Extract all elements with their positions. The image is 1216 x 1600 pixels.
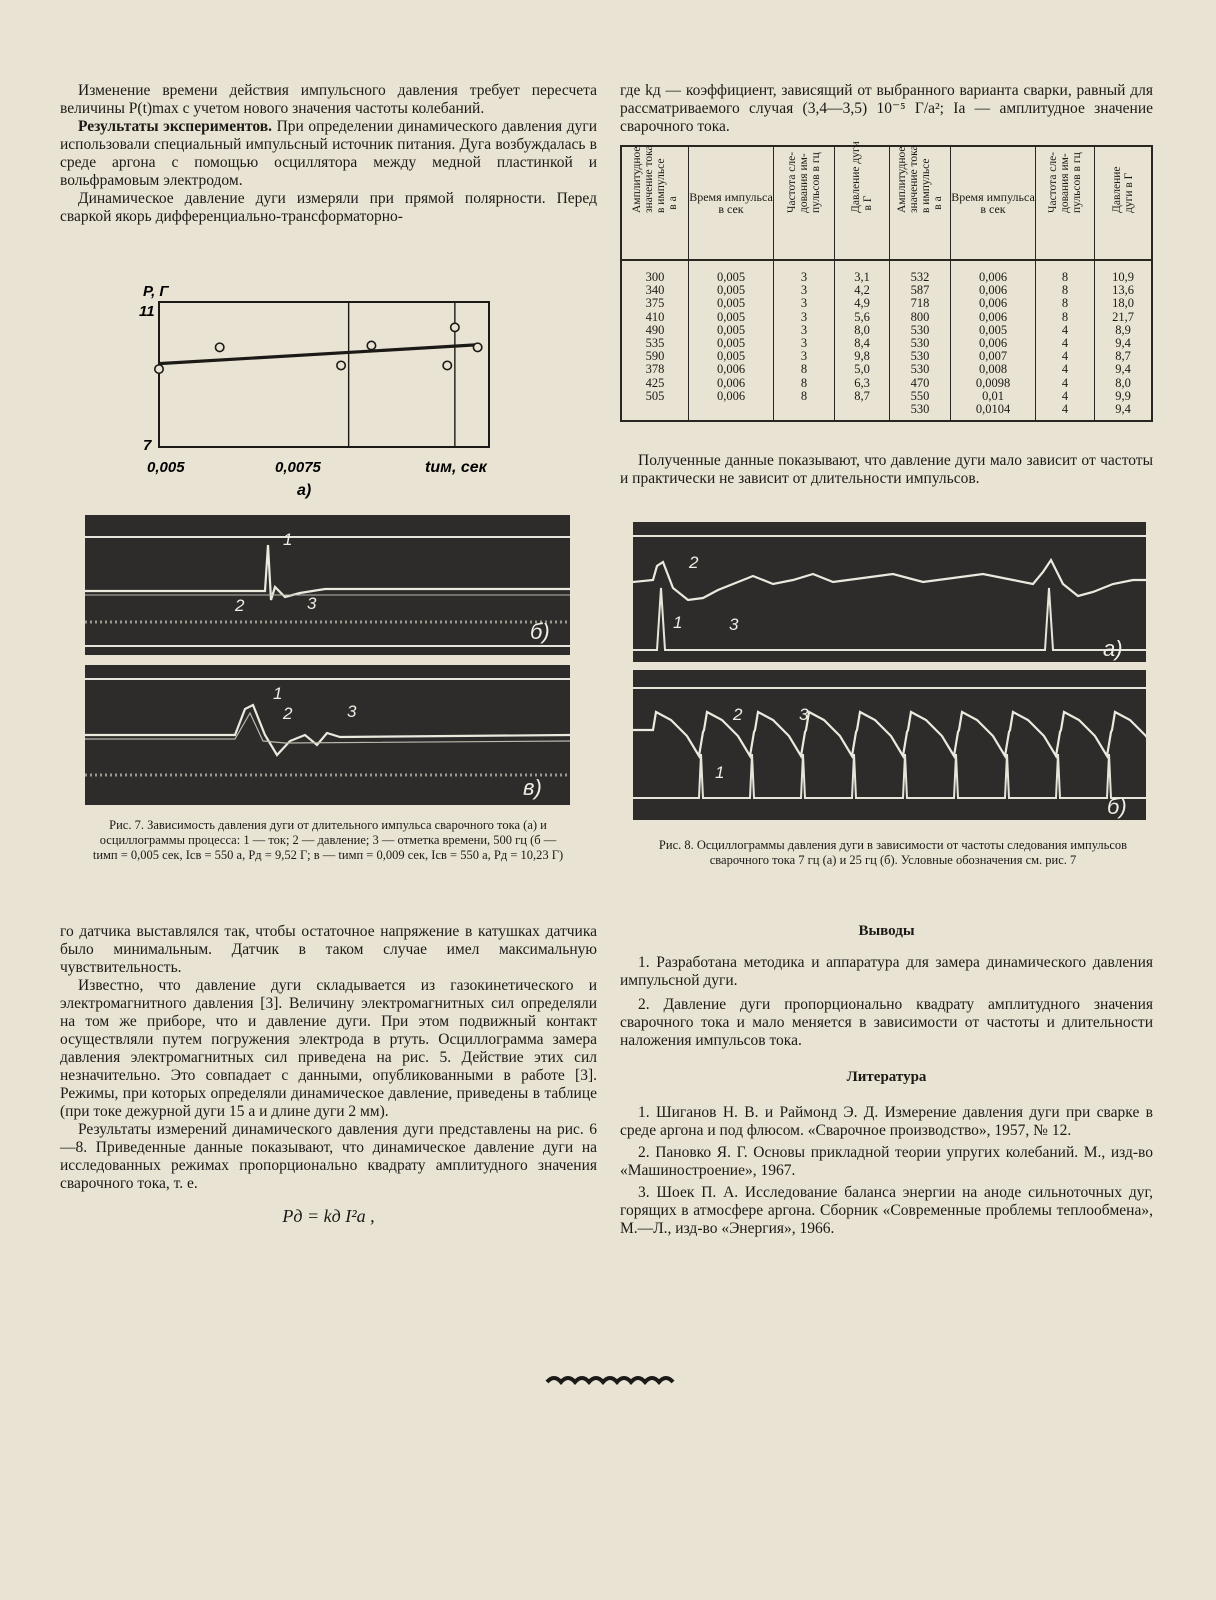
data-point: [367, 341, 375, 349]
table-body: [621, 260, 1152, 421]
table-header-row: [621, 146, 1152, 260]
trace-label-3: 3: [307, 594, 317, 613]
conclusion-item: 1. Разработана методика и аппаратура для замера динамического давления импульсной дуги.: [620, 954, 1153, 989]
column-header: Частота сле- дования им- пульсов в гц: [774, 146, 835, 260]
column-header: Амплитудное значение тока в импульсе в а: [621, 146, 689, 260]
paragraph-text: При определении динамического давления дуги использовали специальный импульсный источник питания. Дуга возбуждалась в среде аргона с помощью осциллятора между медной пластинкой и вольфрамовым электродом.: [60, 118, 597, 189]
reference-item: 3. Шоек П. А. Исследование баланса энергии на аноде сильноточных дуг, горящих в атмосфере аргона. Сборник «Современные проблемы теплообмена», М.—Л., изд-во «Энергия», 1966.: [620, 1184, 1153, 1237]
figure-8-caption: Рис. 8. Осциллограммы давления дуги в зависимости от частоты следования импульсов сварочного тока 7 гц (а) и 25 гц (б). Условные обозначения см. рис. 7: [658, 838, 1128, 867]
chart-points: [155, 323, 482, 373]
x-axis-label: tим, сек: [425, 459, 487, 476]
paragraph: Результаты измерений динамического давления дуги представлены на рис. 6—8. Приведенные данные показывают, что динамическое давление дуги на исследованных режимах пропорционально квадрату амплитудного значения сварочного тока, т. е.: [60, 1121, 597, 1192]
reference-item: 2. Пановко Я. Г. Основы прикладной теории упругих колебаний. М., изд-во «Машиностроение», 1967.: [620, 1144, 1153, 1179]
plot-border: [159, 302, 489, 447]
data-point: [451, 323, 459, 331]
table-column: 3,1 4,2 4,9 5,6 8,0 8,4 9,8 5,0 6,3 8,7: [835, 260, 890, 421]
figure-7-caption: Рис. 7. Зависимость давления дуги от длительного импульса сварочного тока (а) и осциллограммы процесса: 1 — ток; 2 — давление; 3 — отметка времени, 500 гц (б — tимп = 0,005 сек, Iсв = 550 а, Pд = 9,52 Г; в — tимп = 0,009 сек, Iсв = 550 а, Pд = 10,23 Г): [92, 818, 564, 862]
y-tick-label-top: 11: [139, 303, 155, 320]
trace-label-1: 1: [715, 763, 725, 782]
panel-label-a: а): [1103, 636, 1123, 661]
trace-label-1: 1: [283, 530, 293, 549]
trace-label-3: 3: [729, 615, 739, 634]
trend-line: [159, 345, 478, 364]
x-tick-label-first: 0,005: [147, 459, 185, 476]
trace-label-1: 1: [273, 684, 283, 703]
end-ornament-icon: [545, 1372, 675, 1388]
oscillogram-8a: [633, 522, 1146, 662]
table-column: 300 340 375 410 490 535 590 378 425 505: [621, 260, 689, 421]
right-column-mid: [620, 452, 1153, 488]
left-column-top: [60, 82, 597, 226]
panel-label-b: б): [1107, 794, 1127, 819]
data-point: [337, 361, 345, 369]
chart-labels: [139, 283, 488, 499]
paragraph: где kд — коэффициент, зависящий от выбранного варианта сварки, равный для рассматриваемого случая (3,4—3,5) 10⁻⁵ Г/а²; Iа — амплитудное значение сварочного тока.: [620, 82, 1153, 135]
column-header: Амплитудное значение тока в импульсе в а: [890, 146, 951, 260]
panel-label-v: в): [523, 775, 542, 800]
trace-label-2: 2: [689, 553, 699, 572]
data-point: [155, 365, 163, 373]
chart-frame: [159, 302, 489, 447]
oscillogram-7b: [85, 515, 570, 655]
formula: Pд = kд I²a ,: [282, 1206, 375, 1226]
conclusion-item: 2. Давление дуги пропорционально квадрату амплитудного значения сварочного тока и мало меняется в зависимости от частоты и длительности наложения импульсов тока.: [620, 996, 1153, 1049]
y-axis-label: P, Г: [143, 283, 169, 300]
column-header: Время импульса в сек: [951, 146, 1036, 260]
section-heading: Результаты экспериментов.: [78, 118, 273, 135]
column-header: Давление дуги в Г: [835, 146, 890, 260]
table-column: 10,9 13,6 18,0 21,7 8,9 9,4 8,7 9,4 8,0 9,9 9,4: [1112, 270, 1134, 417]
right-column-top: [620, 82, 1153, 136]
paragraph-results: [60, 118, 597, 190]
data-point: [473, 343, 481, 351]
paragraph: Динамическое давление дуги измеряли при прямой полярности. Перед сваркой якорь дифференциально-трансформаторно-: [60, 190, 597, 225]
column-header: Частота сле- дования им- пульсов в гц: [1036, 146, 1095, 260]
panel-label-a: а): [297, 482, 312, 499]
reference-item: 1. Шиганов Н. В. и Раймонд Э. Д. Измерение давления дуги при сварке в среде аргона и под флюсом. «Сварочное производство», 1957, № 12.: [620, 1104, 1153, 1139]
column-header: Давление дуги в Г: [1095, 146, 1153, 260]
x-tick-label-second: 0,0075: [275, 459, 321, 476]
conclusions-heading: Выводы: [858, 923, 915, 939]
trace-label-2: 2: [733, 705, 743, 724]
data-point: [215, 343, 223, 351]
paragraph: Полученные данные показывают, что давление дуги мало зависит от частоты и практически не зависит от длительности импульсов.: [620, 452, 1153, 487]
references-heading: Литература: [846, 1069, 927, 1085]
trace-label-2: 2: [235, 596, 245, 615]
pressure-vs-pulse-duration-chart: [135, 282, 515, 507]
welding-modes-table: [620, 141, 1153, 422]
paragraph: Изменение времени действия импульсного давления требует пересчета величины P(t)max с учетом нового значения частоты колебаний.: [60, 82, 597, 117]
oscillogram-8b: [633, 670, 1146, 820]
trace-label-1: 1: [673, 613, 683, 632]
table-column: 3 3 3 3 3 3 3 8 8 8: [774, 260, 835, 421]
table-column: 532 587 718 800 530 530 530 530 470 550 530: [890, 260, 951, 421]
paragraph: го датчика выставлялся так, чтобы остаточное напряжение в катушках датчика было минимальным. Датчик в таком случае имел максимальную чувствительность.: [60, 923, 597, 976]
paragraph: Известно, что давление дуги складывается из газокинетического и электромагнитного давления [3]. Величину электромагнитных сил определяли на том же приборе, что и давление дуги. При этом подвижный контакт осуществляли путем погружения электрода в ртуть. Осциллограмма замера давления электромагнитных сил приведена на рис. 5. Действие этих сил незначительно. Это совпадает с данными, опубликованными в работе [3]. Режимы, при которых определяли динамическое давление, приведены в таблице (при токе дежурной дуги 15 а и длине дуги 2 мм).: [60, 977, 597, 1120]
table-column: 0,005 0,005 0,005 0,005 0,005 0,005 0,005 0,006 0,006 0,006: [689, 260, 774, 421]
left-column-lower: [60, 923, 597, 1225]
trace-label-3: 3: [799, 705, 809, 724]
right-column-lower: [620, 922, 1153, 1238]
oscillogram-7v: [85, 665, 570, 805]
trace-label-2: 2: [283, 704, 293, 723]
table-column: 0,006 0,006 0,006 0,006 0,005 0,006 0,007 0,008 0,0098 0,01 0,0104: [951, 260, 1036, 421]
column-header: Время импульса в сек: [689, 146, 774, 260]
trace-label-3: 3: [347, 702, 357, 721]
table-column: 8 8 8 8 4 4 4 4 4 4 4: [1036, 260, 1095, 421]
panel-label-b: б): [530, 619, 550, 644]
data-point: [443, 361, 451, 369]
y-tick-label-bottom: 7: [143, 437, 152, 454]
